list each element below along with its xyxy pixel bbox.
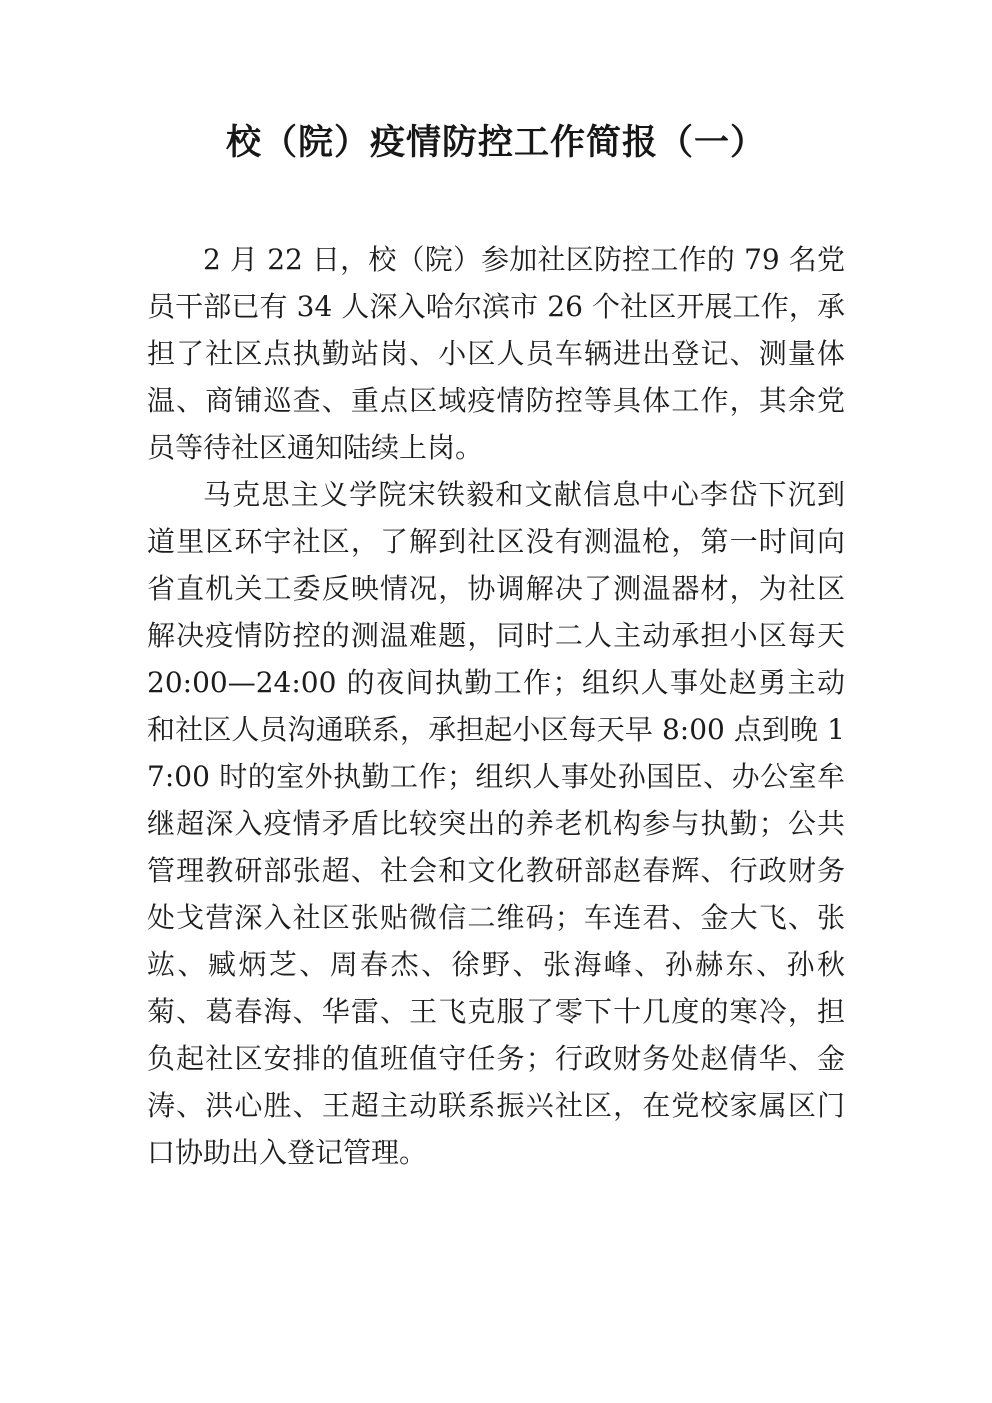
document-title: 校（院）疫情防控工作简报（一） xyxy=(225,122,766,163)
paragraph-1: 2 月 22 日，校（院）参加社区防控工作的 79 名党员干部已有 34 人深入哈尔滨市 26 个社区开展工作，承担了社区点执勤站岗、小区人员车辆进出登记、测量体温、商铺巡查、重点区域疫情防控等具体工作，其余党员等待社区通知陆续上岗。 xyxy=(147,243,845,464)
paragraph-2: 马克思主义学院宋铁毅和文献信息中心李岱下沉到道里区环宇社区，了解到社区没有测温枪，第一时间向省直机关工委反映情况，协调解决了测温器材，为社区解决疫情防控的测温难题，同时二人主动承担小区每天 20:00—24:00 的夜间执勤工作；组织人事处赵勇主动和社区人员沟通联系，承担起小区每天早 8:00 点到晚 17:00 时的室外执勤工作；组织人事处孙国臣、办公室牟继超深入疫情矛盾比较突出的养老机构参与执勤；公共管理教研部张超、社会和文化教研部赵春辉、行政财务处戈营深入社区张贴微信二维码；车连君、金大飞、张竑、臧炳芝、周春杰、徐野、张海峰、孙赫东、孙秋菊、葛春海、华雷、王飞克服了零下十几度的寒冷，担负起社区安排的值班值守任务；行政财务处赵倩华、金涛、洪心胜、王超主动联系振兴社区，在党校家属区门口协助出入登记管理。 xyxy=(147,478,845,1169)
